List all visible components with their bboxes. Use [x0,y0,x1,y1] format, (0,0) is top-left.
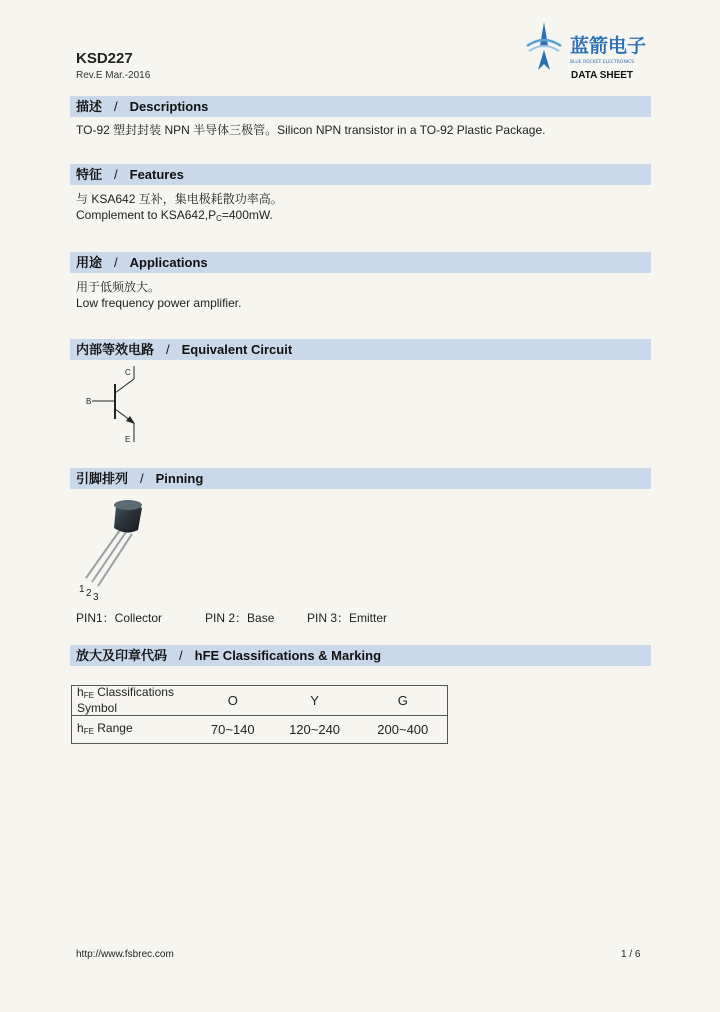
table-row [72,686,448,716]
brand-en-text: BLUE ROCKET ELECTRONICS [570,60,635,65]
section-title-cn: 放大及印章代码 [76,648,168,663]
section-title-cn: 描述 [76,99,103,114]
section-title-cn: 特征 [76,167,103,182]
footer-url[interactable]: http://www.fsbrec.com [76,949,174,960]
section-header-hfe [70,645,651,666]
pin2-label: PIN 2：Base [205,611,275,625]
section-separator: / [114,99,118,114]
pin-number-3: 3 [93,592,99,603]
pin1-label: PIN1：Collector [76,611,163,625]
table-cell: 70~140 [195,716,271,744]
table-cell-label [72,716,196,744]
hfe-classification-table [71,685,448,744]
label-b: B [86,397,92,406]
table-cell: G [359,686,448,716]
to92-package-illustration [76,496,156,604]
section-header-features [70,164,651,185]
hfe-h: h [77,720,84,735]
section-header-applications [70,252,651,273]
revision-text: Rev.E Mar.-2016 [76,70,151,81]
section-header-descriptions [70,96,651,117]
table-cell-label [72,686,196,716]
section-separator: / [166,342,170,357]
section-header-equivalent-circuit [70,339,651,360]
rocket-logo-icon [524,20,659,70]
table-row [72,716,448,744]
range-text: Range [93,720,133,735]
section-title-en: Descriptions [129,99,209,114]
applications-line-en: Low frequency power amplifier. [76,296,242,310]
table-cell: O [195,686,271,716]
brand-cn-text: 蓝箭电子 [570,35,647,57]
features-line-en-prefix: Complement to KSA642,P [76,208,217,222]
section-title-cn: 引脚排列 [76,471,129,486]
section-separator: / [140,471,144,486]
section-title-en: Equivalent Circuit [181,342,293,357]
datasheet-label: DATA SHEET [571,70,634,81]
section-title-cn: 内部等效电路 [76,342,155,357]
section-header-pinning [70,468,651,489]
section-separator: / [114,255,118,270]
pin-number-1: 1 [79,584,85,595]
table-cell: 120~240 [271,716,359,744]
section-title-en: Applications [129,255,208,270]
hfe-subscript: FE [83,726,94,736]
page-number: 1 / 6 [621,949,641,960]
features-line-en [76,208,273,223]
table-cell: 200~400 [359,716,448,744]
section-separator: / [179,648,183,663]
pin-number-2: 2 [86,588,92,599]
symbol-text: Symbol [77,701,118,715]
label-e: E [125,435,131,444]
features-line-en-suffix: =400mW. [221,208,273,222]
hfe-subscript: FE [83,691,94,700]
emitter-arrow-icon [126,416,135,424]
section-title-en: Features [129,167,184,182]
pin3-label: PIN 3：Emitter [307,611,388,625]
section-title-en: Pinning [155,471,204,486]
section-title-en: hFE Classifications & Marking [194,648,382,663]
applications-line-cn: 用于低频放大。 [76,280,161,294]
features-line-en-sub: C [216,214,222,223]
collector-diagonal [115,379,134,393]
section-title-cn: 用途 [76,255,103,270]
description-text: TO-92 塑封封装 NPN 半导体三极管。Silicon NPN transistor in a TO-92 Plastic Package. [76,123,546,137]
hfe-h: h [77,685,84,699]
table-cell: Y [271,686,359,716]
features-line-cn: 与 KSA642 互补，集电极耗散功率高。 [76,192,283,206]
brand-logo [524,20,659,70]
equivalent-circuit-diagram [80,362,160,448]
classifications-text: Classifications [93,685,174,699]
section-separator: / [114,167,118,182]
label-c: C [125,368,131,377]
transistor-package-icon [76,496,156,604]
part-number-title: KSD227 [76,50,133,67]
